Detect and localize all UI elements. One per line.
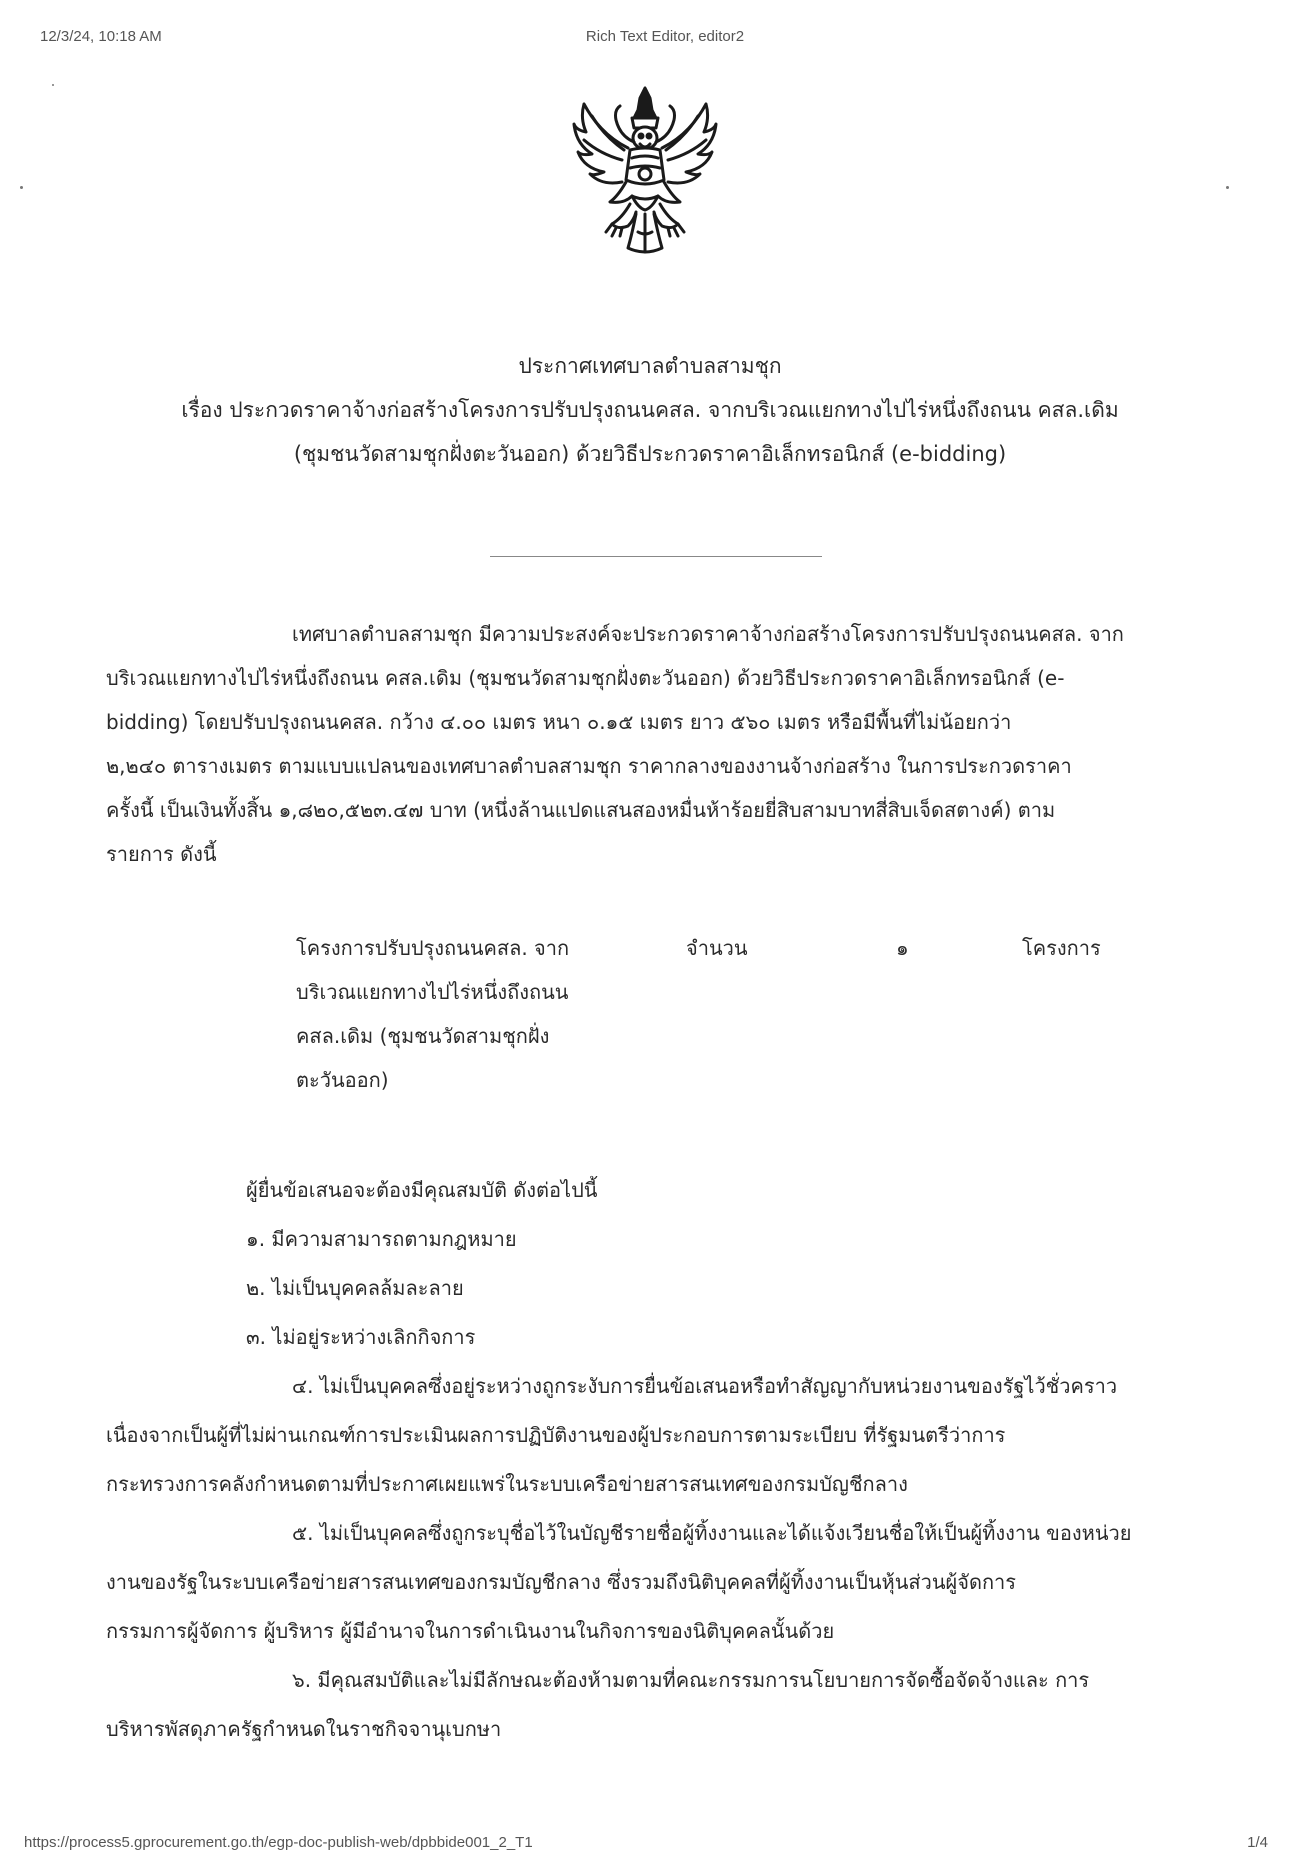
print-page-number: 1/4	[1247, 1834, 1268, 1851]
quantity-label: จำนวน	[686, 936, 748, 960]
qualification-item: ๔. ไม่เป็นบุคคลซึ่งอยู่ระหว่างถูกระงับการยื่นข้อเสนอหรือทำสัญญากับหน่วยงานของรัฐไว้ชั่วคราว	[292, 1374, 1118, 1398]
title-divider	[490, 556, 822, 557]
announcement-issuer: ประกาศเทศบาลตำบลสามชุก	[518, 354, 782, 378]
project-name-line: โครงการปรับปรุงถนนคสล. จาก	[296, 936, 570, 960]
intro-line: bidding) โดยปรับปรุงถนนคสล. กว้าง ๔.๐๐ เมตร หนา ๐.๑๕ เมตร ยาว ๕๖๐ เมตร หรือมีพื้นที่ไม่น้อยกว่า	[106, 710, 1012, 734]
scan-speck	[1226, 186, 1229, 189]
intro-line: เทศบาลตำบลสามชุก มีความประสงค์จะประกวดราคาจ้างก่อสร้างโครงการปรับปรุงถนนคสล. จาก	[292, 622, 1124, 646]
announcement-title	[0, 344, 1300, 476]
scan-speck	[20, 186, 23, 189]
qualification-item-cont: กรรมการผู้จัดการ ผู้บริหาร ผู้มีอำนาจในการดำเนินงานในกิจการของนิติบุคคลนั้นด้วย	[106, 1619, 835, 1643]
qualification-item: ๖. มีคุณสมบัติและไม่มีลักษณะต้องห้ามตามที่คณะกรรมการนโยบายการจัดซื้อจัดจ้างและ การ	[292, 1668, 1090, 1692]
qualification-item: ๓. ไม่อยู่ระหว่างเลิกกิจการ	[246, 1325, 476, 1349]
project-name-line: บริเวณแยกทางไปไร่หนึ่งถึงถนน	[296, 980, 569, 1004]
qualification-item-cont: เนื่องจากเป็นผู้ที่ไม่ผ่านเกณฑ์การประเมินผลการปฏิบัติงานของผู้ประกอบการตามระเบียบ ที่รัฐมนตรีว่าการ	[106, 1423, 1006, 1447]
announcement-subject-cont: (ชุมชนวัดสามชุกฝั่งตะวันออก) ด้วยวิธีประกวดราคาอิเล็กทรอนิกส์ (e-bidding)	[293, 442, 1007, 466]
qualification-item-cont: กระทรวงการคลังกำหนดตามที่ประกาศเผยแพร่ในระบบเครือข่ายสารสนเทศของกรมบัญชีกลาง	[106, 1472, 908, 1496]
qualification-item: ๒. ไม่เป็นบุคคลล้มละลาย	[246, 1276, 464, 1300]
intro-line: รายการ ดังนี้	[106, 842, 217, 866]
quantity-value: ๑	[896, 936, 909, 960]
intro-line: ๒,๒๔๐ ตารางเมตร ตามแบบแปลนของเทศบาลตำบลสามชุก ราคากลางของงานจ้างก่อสร้าง ในการประกวดราคา	[106, 754, 1072, 778]
project-name-line: ตะวันออก)	[296, 1068, 389, 1092]
qualification-item-cont: งานของรัฐในระบบเครือข่ายสารสนเทศของกรมบัญชีกลาง ซึ่งรวมถึงนิติบุคคลที่ผู้ทิ้งงานเป็นหุ้นส่วนผู้จัดการ	[106, 1570, 1017, 1594]
print-datetime: 12/3/24, 10:18 AM	[40, 28, 162, 45]
intro-paragraph	[106, 612, 1198, 876]
scan-speck	[52, 84, 54, 86]
intro-line: ครั้งนี้ เป็นเงินทั้งสิ้น ๑,๘๒๐,๕๒๓.๔๗ บาท (หนึ่งล้านแปดแสนสองหมื่นห้าร้อยยี่สิบสามบาทสี่สิบเจ็ดสตางค์) ตาม	[106, 798, 1056, 822]
qualifications-heading: ผู้ยื่นข้อเสนอจะต้องมีคุณสมบัติ ดังต่อไปนี้	[246, 1178, 598, 1202]
project-name	[296, 926, 626, 1102]
print-title: Rich Text Editor, editor2	[585, 28, 745, 45]
garuda-emblem-icon	[570, 84, 720, 259]
print-url: https://process5.gprocurement.go.th/egp-doc-publish-web/dpbbide001_2_T1	[24, 1834, 533, 1851]
announcement-subject: เรื่อง ประกวดราคาจ้างก่อสร้างโครงการปรับปรุงถนนคสล. จากบริเวณแยกทางไปไร่หนึ่งถึงถนน คสล.เดิม	[181, 398, 1119, 422]
qualifications-section	[106, 1166, 1198, 1754]
project-name-line: คสล.เดิม (ชุมชนวัดสามชุกฝั่ง	[296, 1024, 550, 1048]
quantity-unit: โครงการ	[1022, 936, 1101, 960]
qualification-item: ๑. มีความสามารถตามกฎหมาย	[246, 1227, 517, 1251]
intro-line: บริเวณแยกทางไปไร่หนึ่งถึงถนน คสล.เดิม (ชุมชนวัดสามชุกฝั่งตะวันออก) ด้วยวิธีประกวดราคาอิเล็กทรอนิกส์ (e-	[106, 666, 1065, 690]
qualification-item-cont: บริหารพัสดุภาครัฐกำหนดในราชกิจจานุเบกษา	[106, 1717, 502, 1741]
qualification-item: ๕. ไม่เป็นบุคคลซึ่งถูกระบุชื่อไว้ในบัญชีรายชื่อผู้ทิ้งงานและได้แจ้งเวียนชื่อให้เป็นผู้ทิ้งงาน ของหน่วย	[292, 1521, 1132, 1545]
